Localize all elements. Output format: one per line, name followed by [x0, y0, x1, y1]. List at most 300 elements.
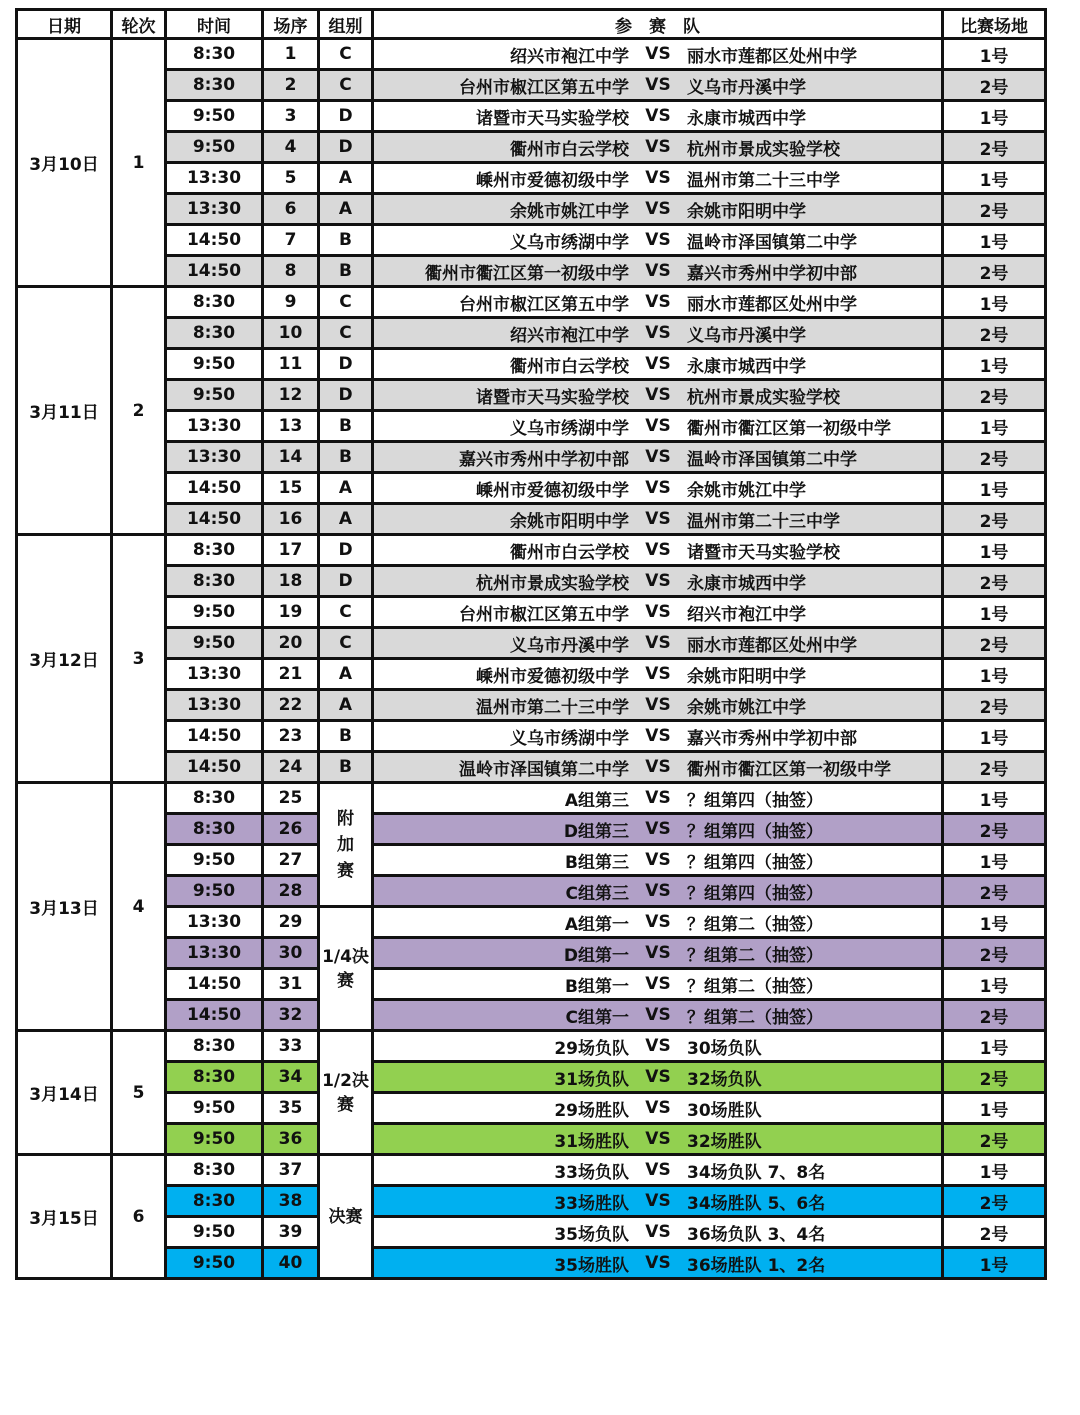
- vs-label: VS: [645, 912, 671, 932]
- away-team: 永康市城西中学: [687, 356, 806, 377]
- match-number: 18: [263, 566, 319, 597]
- day-date: 3月14日: [17, 1031, 112, 1155]
- match-number: 38: [263, 1186, 319, 1217]
- match-group: A: [319, 473, 373, 504]
- match-number: 8: [263, 256, 319, 287]
- table-row: [17, 380, 1046, 411]
- away-team: 余姚市姚江中学: [687, 697, 806, 718]
- header-match-no: 场序: [263, 10, 319, 39]
- match-venue: 2号: [943, 1062, 1046, 1093]
- table-row: [17, 1217, 1046, 1248]
- match-teams: [373, 194, 943, 225]
- match-time: 8:30: [166, 783, 263, 814]
- vs-label: VS: [645, 292, 671, 312]
- match-venue: 1号: [943, 101, 1046, 132]
- match-schedule-table: [15, 8, 1047, 1280]
- match-group: D: [319, 380, 373, 411]
- home-team: 衢州市白云学校: [510, 139, 629, 160]
- home-team: 35场负队: [554, 1224, 629, 1245]
- vs-label: VS: [645, 726, 671, 746]
- table-row: [17, 1186, 1046, 1217]
- match-teams: [373, 783, 943, 814]
- match-number: 7: [263, 225, 319, 256]
- away-team: 嘉兴市秀州中学初中部: [687, 728, 857, 749]
- match-time: 13:30: [166, 907, 263, 938]
- away-team: 衢州市衢江区第一初级中学: [687, 759, 891, 780]
- match-venue: 2号: [943, 938, 1046, 969]
- match-number: 12: [263, 380, 319, 411]
- home-team: 绍兴市袍江中学: [510, 325, 629, 346]
- home-team: 杭州市景成实验学校: [476, 573, 629, 594]
- home-team: 台州市椒江区第五中学: [459, 294, 629, 315]
- stage-label-final: [319, 1155, 373, 1279]
- match-number: 33: [263, 1031, 319, 1062]
- match-time: 8:30: [166, 535, 263, 566]
- match-venue: 1号: [943, 39, 1046, 70]
- table-row: [17, 597, 1046, 628]
- table-row: [17, 876, 1046, 907]
- away-team: 永康市城西中学: [687, 573, 806, 594]
- match-number: 6: [263, 194, 319, 225]
- match-teams: [373, 597, 943, 628]
- match-number: 28: [263, 876, 319, 907]
- home-team: 嵊州市爱德初级中学: [476, 480, 629, 501]
- home-team: 台州市椒江区第五中学: [459, 77, 629, 98]
- match-teams: [373, 1155, 943, 1186]
- vs-label: VS: [645, 323, 671, 343]
- match-teams: [373, 628, 943, 659]
- home-team: 义乌市绣湖中学: [510, 728, 629, 749]
- match-venue: 2号: [943, 628, 1046, 659]
- table-row: [17, 690, 1046, 721]
- day-round: 2: [112, 287, 166, 535]
- match-venue: 1号: [943, 535, 1046, 566]
- home-team: 衢州市白云学校: [510, 542, 629, 563]
- match-teams: [373, 225, 943, 256]
- match-group: B: [319, 721, 373, 752]
- away-team: 30场负队: [687, 1038, 762, 1059]
- away-team: ？组第二（抽签）: [687, 1007, 823, 1028]
- vs-label: VS: [645, 850, 671, 870]
- vs-label: VS: [645, 819, 671, 839]
- home-team: 35场胜队: [554, 1255, 629, 1276]
- away-team: 温岭市泽国镇第二中学: [687, 232, 857, 253]
- match-time: 14:50: [166, 256, 263, 287]
- match-time: 8:30: [166, 318, 263, 349]
- match-number: 32: [263, 1000, 319, 1031]
- vs-label: VS: [645, 1160, 671, 1180]
- table-row: [17, 1124, 1046, 1155]
- match-teams: [373, 1124, 943, 1155]
- home-team: C组第三: [565, 883, 629, 904]
- match-time: 9:50: [166, 380, 263, 411]
- home-team: 嘉兴市秀州中学初中部: [459, 449, 629, 470]
- table-row: [17, 70, 1046, 101]
- match-number: 10: [263, 318, 319, 349]
- match-time: 8:30: [166, 1031, 263, 1062]
- schedule-body: [17, 39, 1046, 1279]
- header-group: 组别: [319, 10, 373, 39]
- vs-label: VS: [645, 571, 671, 591]
- match-teams: [373, 907, 943, 938]
- table-row: [17, 194, 1046, 225]
- match-venue: 2号: [943, 318, 1046, 349]
- match-number: 11: [263, 349, 319, 380]
- vs-label: VS: [645, 416, 671, 436]
- vs-label: VS: [645, 974, 671, 994]
- match-time: 9:50: [166, 876, 263, 907]
- match-number: 37: [263, 1155, 319, 1186]
- match-venue: 2号: [943, 380, 1046, 411]
- away-team: 丽水市莲都区处州中学: [687, 46, 857, 67]
- match-group: D: [319, 535, 373, 566]
- table-row: [17, 318, 1046, 349]
- header-venue: 比赛场地: [943, 10, 1046, 39]
- match-number: 1: [263, 39, 319, 70]
- table-row: [17, 473, 1046, 504]
- vs-label: VS: [645, 943, 671, 963]
- match-time: 8:30: [166, 1155, 263, 1186]
- match-teams: [373, 690, 943, 721]
- match-group: A: [319, 504, 373, 535]
- header-time: 时间: [166, 10, 263, 39]
- vs-label: VS: [645, 385, 671, 405]
- match-number: 39: [263, 1217, 319, 1248]
- vs-label: VS: [645, 540, 671, 560]
- match-number: 16: [263, 504, 319, 535]
- match-group: B: [319, 442, 373, 473]
- match-group: B: [319, 411, 373, 442]
- day-round: 1: [112, 39, 166, 287]
- match-teams: [373, 287, 943, 318]
- table-row: [17, 783, 1046, 814]
- away-team: ？组第四（抽签）: [687, 852, 823, 873]
- away-team: 余姚市阳明中学: [687, 666, 806, 687]
- match-teams: [373, 473, 943, 504]
- match-number: 13: [263, 411, 319, 442]
- match-group: A: [319, 690, 373, 721]
- match-teams: [373, 566, 943, 597]
- vs-label: VS: [645, 75, 671, 95]
- header-round: 轮次: [112, 10, 166, 39]
- home-team: 衢州市衢江区第一初级中学: [425, 263, 629, 284]
- table-row: [17, 535, 1046, 566]
- away-team: ？组第四（抽签）: [687, 790, 823, 811]
- table-row: [17, 225, 1046, 256]
- home-team: 31场胜队: [554, 1131, 629, 1152]
- away-team: ？组第二（抽签）: [687, 945, 823, 966]
- home-team: D组第一: [563, 945, 629, 966]
- away-team: 34场胜队 5、6名: [687, 1193, 826, 1214]
- home-team: D组第三: [563, 821, 629, 842]
- table-row: [17, 1000, 1046, 1031]
- match-teams: [373, 39, 943, 70]
- match-teams: [373, 752, 943, 783]
- match-number: 5: [263, 163, 319, 194]
- match-teams: [373, 1062, 943, 1093]
- home-team: 余姚市阳明中学: [510, 511, 629, 532]
- match-number: 9: [263, 287, 319, 318]
- match-time: 8:30: [166, 814, 263, 845]
- table-row: [17, 256, 1046, 287]
- table-row: [17, 504, 1046, 535]
- match-number: 26: [263, 814, 319, 845]
- match-venue: 2号: [943, 70, 1046, 101]
- match-teams: [373, 1186, 943, 1217]
- match-time: 8:30: [166, 1186, 263, 1217]
- vs-label: VS: [645, 44, 671, 64]
- vs-label: VS: [645, 478, 671, 498]
- match-number: 20: [263, 628, 319, 659]
- match-venue: 1号: [943, 597, 1046, 628]
- header-date: 日期: [17, 10, 112, 39]
- stage-text: 决赛: [328, 1206, 363, 1227]
- vs-label: VS: [645, 1067, 671, 1087]
- vs-label: VS: [645, 695, 671, 715]
- match-venue: 1号: [943, 907, 1046, 938]
- match-teams: [373, 659, 943, 690]
- home-team: B组第一: [565, 976, 629, 997]
- match-venue: 2号: [943, 1217, 1046, 1248]
- away-team: 32场负队: [687, 1069, 762, 1090]
- match-teams: [373, 318, 943, 349]
- match-time: 14:50: [166, 504, 263, 535]
- match-group: B: [319, 752, 373, 783]
- away-team: 丽水市莲都区处州中学: [687, 635, 857, 656]
- table-row: [17, 566, 1046, 597]
- match-number: 36: [263, 1124, 319, 1155]
- table-row: [17, 814, 1046, 845]
- away-team: ？组第二（抽签）: [687, 914, 823, 935]
- match-time: 13:30: [166, 163, 263, 194]
- vs-label: VS: [645, 1191, 671, 1211]
- home-team: 33场胜队: [554, 1193, 629, 1214]
- table-row: [17, 132, 1046, 163]
- match-teams: [373, 721, 943, 752]
- day-date: 3月12日: [17, 535, 112, 783]
- table-row: [17, 628, 1046, 659]
- match-time: 14:50: [166, 752, 263, 783]
- match-time: 9:50: [166, 349, 263, 380]
- match-time: 13:30: [166, 690, 263, 721]
- match-venue: 1号: [943, 1093, 1046, 1124]
- match-venue: 1号: [943, 225, 1046, 256]
- match-venue: 1号: [943, 845, 1046, 876]
- match-group: D: [319, 566, 373, 597]
- vs-label: VS: [645, 509, 671, 529]
- match-teams: [373, 1000, 943, 1031]
- away-team: 嘉兴市秀州中学初中部: [687, 263, 857, 284]
- match-venue: 2号: [943, 690, 1046, 721]
- match-group: C: [319, 628, 373, 659]
- away-team: 余姚市阳明中学: [687, 201, 806, 222]
- match-venue: 1号: [943, 411, 1046, 442]
- match-venue: 1号: [943, 163, 1046, 194]
- match-number: 14: [263, 442, 319, 473]
- home-team: B组第三: [565, 852, 629, 873]
- match-time: 13:30: [166, 194, 263, 225]
- match-venue: 2号: [943, 1000, 1046, 1031]
- match-time: 14:50: [166, 225, 263, 256]
- home-team: 29场胜队: [554, 1100, 629, 1121]
- match-time: 13:30: [166, 938, 263, 969]
- match-venue: 2号: [943, 814, 1046, 845]
- match-group: A: [319, 659, 373, 690]
- home-team: 衢州市白云学校: [510, 356, 629, 377]
- day-round: 6: [112, 1155, 166, 1279]
- match-time: 14:50: [166, 721, 263, 752]
- vs-label: VS: [645, 199, 671, 219]
- table-row: [17, 1248, 1046, 1279]
- away-team: 杭州市景成实验学校: [687, 387, 840, 408]
- day-round: 3: [112, 535, 166, 783]
- match-venue: 1号: [943, 783, 1046, 814]
- table-row: [17, 938, 1046, 969]
- home-team: 义乌市绣湖中学: [510, 232, 629, 253]
- table-row: [17, 442, 1046, 473]
- match-number: 31: [263, 969, 319, 1000]
- home-team: A组第三: [564, 790, 629, 811]
- match-time: 14:50: [166, 473, 263, 504]
- match-number: 19: [263, 597, 319, 628]
- match-group: D: [319, 132, 373, 163]
- home-team: C组第一: [565, 1007, 629, 1028]
- vs-label: VS: [645, 602, 671, 622]
- away-team: 34场负队 7、8名: [687, 1162, 826, 1183]
- away-team: 36场负队 3、4名: [687, 1224, 826, 1245]
- vs-label: VS: [645, 633, 671, 653]
- match-group: B: [319, 225, 373, 256]
- away-team: 温州市第二十三中学: [687, 170, 840, 191]
- match-venue: 2号: [943, 504, 1046, 535]
- match-group: A: [319, 163, 373, 194]
- match-venue: 2号: [943, 1124, 1046, 1155]
- match-number: 34: [263, 1062, 319, 1093]
- match-teams: [373, 132, 943, 163]
- table-row: [17, 752, 1046, 783]
- away-team: 义乌市丹溪中学: [687, 325, 806, 346]
- table-row: [17, 163, 1046, 194]
- away-team: 诸暨市天马实验学校: [687, 542, 840, 563]
- away-team: 衢州市衢江区第一初级中学: [687, 418, 891, 439]
- away-team: 永康市城西中学: [687, 108, 806, 129]
- match-number: 22: [263, 690, 319, 721]
- match-teams: [373, 163, 943, 194]
- away-team: 36场胜队 1、2名: [687, 1255, 826, 1276]
- away-team: 余姚市姚江中学: [687, 480, 806, 501]
- match-number: 15: [263, 473, 319, 504]
- match-teams: [373, 411, 943, 442]
- match-venue: 2号: [943, 876, 1046, 907]
- match-group: D: [319, 101, 373, 132]
- match-teams: [373, 814, 943, 845]
- home-team: 义乌市丹溪中学: [510, 635, 629, 656]
- match-teams: [373, 1217, 943, 1248]
- home-team: 台州市椒江区第五中学: [459, 604, 629, 625]
- match-venue: 1号: [943, 1031, 1046, 1062]
- match-group: C: [319, 597, 373, 628]
- stage-text: 1/2决赛: [322, 1070, 369, 1115]
- match-time: 9:50: [166, 1093, 263, 1124]
- match-teams: [373, 504, 943, 535]
- match-time: 8:30: [166, 566, 263, 597]
- match-venue: 1号: [943, 659, 1046, 690]
- table-row: [17, 349, 1046, 380]
- match-venue: 1号: [943, 473, 1046, 504]
- match-group: C: [319, 39, 373, 70]
- match-time: 9:50: [166, 628, 263, 659]
- match-number: 40: [263, 1248, 319, 1279]
- match-venue: 1号: [943, 721, 1046, 752]
- home-team: 嵊州市爱德初级中学: [476, 666, 629, 687]
- match-time: 14:50: [166, 1000, 263, 1031]
- match-time: 13:30: [166, 659, 263, 690]
- home-team: 29场负队: [554, 1038, 629, 1059]
- vs-label: VS: [645, 1129, 671, 1149]
- table-row: [17, 907, 1046, 938]
- match-venue: 2号: [943, 256, 1046, 287]
- match-number: 35: [263, 1093, 319, 1124]
- stage-text: 1/4决赛: [322, 946, 369, 991]
- home-team: 33场负队: [554, 1162, 629, 1183]
- match-time: 9:50: [166, 1217, 263, 1248]
- match-teams: [373, 1031, 943, 1062]
- vs-label: VS: [645, 447, 671, 467]
- match-group: C: [319, 70, 373, 101]
- away-team: 温州市第二十三中学: [687, 511, 840, 532]
- match-teams: [373, 1248, 943, 1279]
- match-teams: [373, 845, 943, 876]
- vs-label: VS: [645, 168, 671, 188]
- match-time: 9:50: [166, 597, 263, 628]
- away-team: 温岭市泽国镇第二中学: [687, 449, 857, 470]
- match-number: 29: [263, 907, 319, 938]
- match-teams: [373, 256, 943, 287]
- match-number: 2: [263, 70, 319, 101]
- table-row: [17, 721, 1046, 752]
- away-team: 丽水市莲都区处州中学: [687, 294, 857, 315]
- vs-label: VS: [645, 1222, 671, 1242]
- day-date: 3月15日: [17, 1155, 112, 1279]
- match-venue: 1号: [943, 1248, 1046, 1279]
- day-round: 5: [112, 1031, 166, 1155]
- match-venue: 2号: [943, 132, 1046, 163]
- home-team: 余姚市姚江中学: [510, 201, 629, 222]
- away-team: ？组第二（抽签）: [687, 976, 823, 997]
- day-date: 3月13日: [17, 783, 112, 1031]
- match-time: 9:50: [166, 845, 263, 876]
- match-time: 8:30: [166, 1062, 263, 1093]
- away-team: 义乌市丹溪中学: [687, 77, 806, 98]
- vs-label: VS: [645, 881, 671, 901]
- table-row: [17, 101, 1046, 132]
- home-team: 义乌市绣湖中学: [510, 418, 629, 439]
- stage-label-quarterfinal: [319, 907, 373, 1031]
- match-number: 4: [263, 132, 319, 163]
- match-group: A: [319, 194, 373, 225]
- stage-label-semifinal: [319, 1031, 373, 1155]
- vs-label: VS: [645, 230, 671, 250]
- day-date: 3月10日: [17, 39, 112, 287]
- match-time: 9:50: [166, 1124, 263, 1155]
- match-venue: 1号: [943, 287, 1046, 318]
- match-teams: [373, 70, 943, 101]
- match-teams: [373, 101, 943, 132]
- day-round: 4: [112, 783, 166, 1031]
- home-team: 诸暨市天马实验学校: [476, 108, 629, 129]
- table-row: [17, 287, 1046, 318]
- table-row: [17, 39, 1046, 70]
